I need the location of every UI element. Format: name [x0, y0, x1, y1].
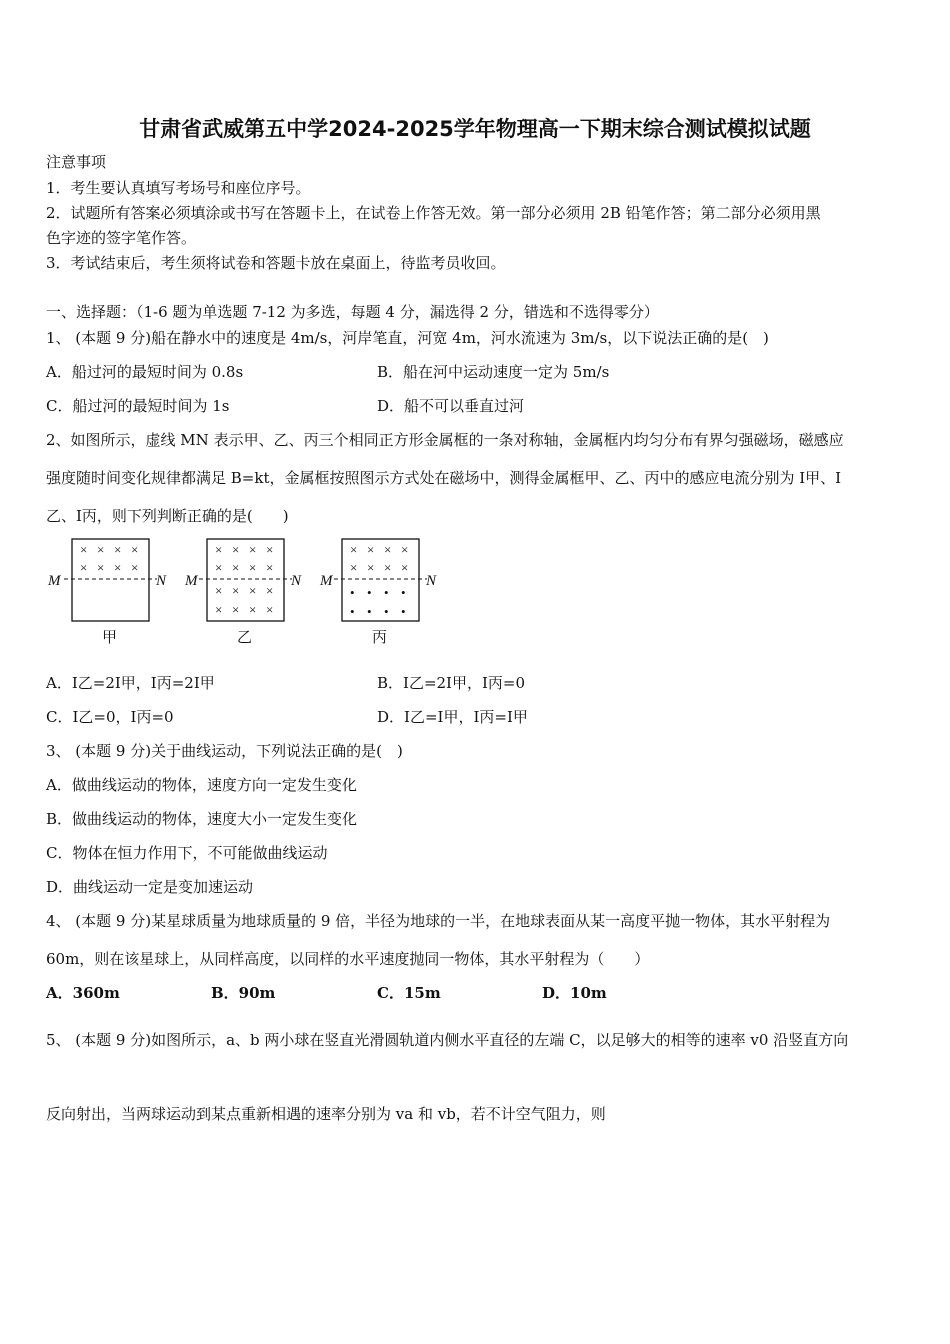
q5-stem-line2: 反向射出，当两球运动到某点重新相遇的速率分别为 va 和 vb，若不计空气阻力，则: [46, 1105, 606, 1123]
q3-option-a: A．做曲线运动的物体，速度方向一定发生变化: [46, 776, 357, 794]
q4-option-c: C．15m: [377, 984, 441, 1002]
label-n: N: [291, 573, 302, 589]
field-cross: ×: [249, 560, 257, 575]
field-dot: •: [384, 604, 389, 619]
notice-heading: 注意事项: [46, 153, 107, 171]
q3-option-c: C．物体在恒力作用下，不可能做曲线运动: [46, 844, 328, 862]
field-cross: ×: [350, 560, 358, 575]
field-cross: ×: [80, 542, 88, 557]
q4-stem-line2: 60m，则在该星球上，从同样高度，以同样的水平速度抛同一物体，其水平射程为（ ）: [46, 950, 650, 968]
field-cross: ×: [350, 542, 358, 557]
field-dot: •: [401, 585, 406, 600]
q1-option-d: D．船不可以垂直过河: [377, 397, 525, 415]
q1-option-a: A．船过河的最短时间为 0.8s: [46, 363, 244, 381]
field-cross: ×: [249, 542, 257, 557]
field-cross: ×: [97, 542, 105, 557]
field-cross: ×: [367, 560, 375, 575]
field-cross: ×: [114, 542, 122, 557]
label-m: M: [48, 573, 61, 589]
q4-option-a: A．360m: [46, 984, 120, 1002]
field-cross: ×: [249, 602, 257, 617]
notice-item-1: 1．考生要认真填写考场号和座位序号。: [46, 179, 311, 197]
field-cross: ×: [215, 583, 223, 598]
q2-option-d: D．I乙=I甲，I丙=I甲: [377, 708, 528, 726]
field-cross: ×: [131, 542, 139, 557]
field-cross: ×: [401, 560, 409, 575]
field-cross: ×: [114, 560, 122, 575]
field-dot: •: [367, 585, 372, 600]
label-yi: 乙: [237, 628, 253, 646]
field-cross: ×: [232, 602, 240, 617]
field-cross: ×: [384, 542, 392, 557]
label-bing: 丙: [372, 628, 388, 646]
section-heading: 一、选择题：（1-6 题为单选题 7-12 为多选，每题 4 分，漏选得 2 分，错选和不选得零分）: [46, 303, 659, 321]
q2-figure: [44, 532, 464, 652]
label-m: M: [185, 573, 198, 589]
field-cross: ×: [215, 542, 223, 557]
field-cross: ×: [384, 560, 392, 575]
notice-item-3: 3．考试结束后，考生须将试卷和答题卡放在桌面上，待监考员收回。: [46, 254, 506, 272]
notice-item-2: 2．试题所有答案必须填涂或书写在答题卡上，在试卷上作答无效。第一部分必须用 2B 铅笔作答；第二部分必须用黑: [46, 204, 821, 222]
label-m: M: [320, 573, 333, 589]
q1-option-c: C．船过河的最短时间为 1s: [46, 397, 230, 415]
field-cross: ×: [131, 560, 139, 575]
field-cross: ×: [232, 542, 240, 557]
q1-stem: 1、 (本题 9 分)船在静水中的速度是 4m/s，河岸笔直，河宽 4m，河水流速为 3m/s，以下说法正确的是( ): [46, 329, 769, 347]
field-cross: ×: [97, 560, 105, 575]
q2-stem-line2: 强度随时间变化规律都满足 B=kt，金属框按照图示方式处在磁场中，测得金属框甲、乙、丙中的感应电流分别为 I甲、I: [46, 469, 842, 487]
label-n: N: [426, 573, 437, 589]
field-dot: •: [401, 604, 406, 619]
label-jia: 甲: [102, 628, 118, 646]
q3-option-d: D．曲线运动一定是变加速运动: [46, 878, 254, 896]
field-dot: •: [350, 604, 355, 619]
field-cross: ×: [401, 542, 409, 557]
q2-stem-line1: 2、如图所示，虚线 MN 表示甲、乙、丙三个相同正方形金属框的一条对称轴，金属框内均匀分布有界匀强磁场，磁感应: [46, 431, 844, 449]
q2-option-a: A．I乙=2I甲，I丙=2I甲: [46, 674, 215, 692]
field-cross: ×: [367, 542, 375, 557]
field-cross: ×: [266, 542, 274, 557]
label-n: N: [156, 573, 167, 589]
field-cross: ×: [232, 583, 240, 598]
q3-stem: 3、 (本题 9 分)关于曲线运动，下列说法正确的是( ): [46, 742, 403, 760]
notice-item-2-cont: 色字迹的签字笔作答。: [46, 229, 197, 247]
q2-option-c: C．I乙=0，I丙=0: [46, 708, 174, 726]
field-dot: •: [367, 604, 372, 619]
field-cross: ×: [215, 602, 223, 617]
field-cross: ×: [266, 560, 274, 575]
q4-stem-line1: 4、 (本题 9 分)某星球质量为地球质量的 9 倍，半径为地球的一半，在地球表面从某一高度平抛一物体，其水平射程为: [46, 912, 831, 930]
field-dot: •: [350, 585, 355, 600]
field-dot: •: [384, 585, 389, 600]
field-cross: ×: [232, 560, 240, 575]
field-cross: ×: [249, 583, 257, 598]
page-title: 甘肃省武威第五中学2024-2025学年物理高一下期末综合测试模拟试题: [139, 117, 811, 141]
q2-option-b: B．I乙=2I甲，I丙=0: [377, 674, 526, 692]
q2-stem-line3: 乙、I丙，则下列判断正确的是( ): [46, 507, 289, 525]
field-cross: ×: [266, 583, 274, 598]
q1-option-b: B．船在河中运动速度一定为 5m/s: [377, 363, 610, 381]
field-cross: ×: [266, 602, 274, 617]
q5-stem-line1: 5、 (本题 9 分)如图所示，a、b 两小球在竖直光滑圆轨道内侧水平直径的左端 C，以足够大的相等的速率 v0 沿竖直方向: [46, 1031, 849, 1049]
q4-option-b: B．90m: [211, 984, 276, 1002]
q3-option-b: B．做曲线运动的物体，速度大小一定发生变化: [46, 810, 358, 828]
field-cross: ×: [80, 560, 88, 575]
field-cross: ×: [215, 560, 223, 575]
q4-option-d: D．10m: [542, 984, 607, 1002]
